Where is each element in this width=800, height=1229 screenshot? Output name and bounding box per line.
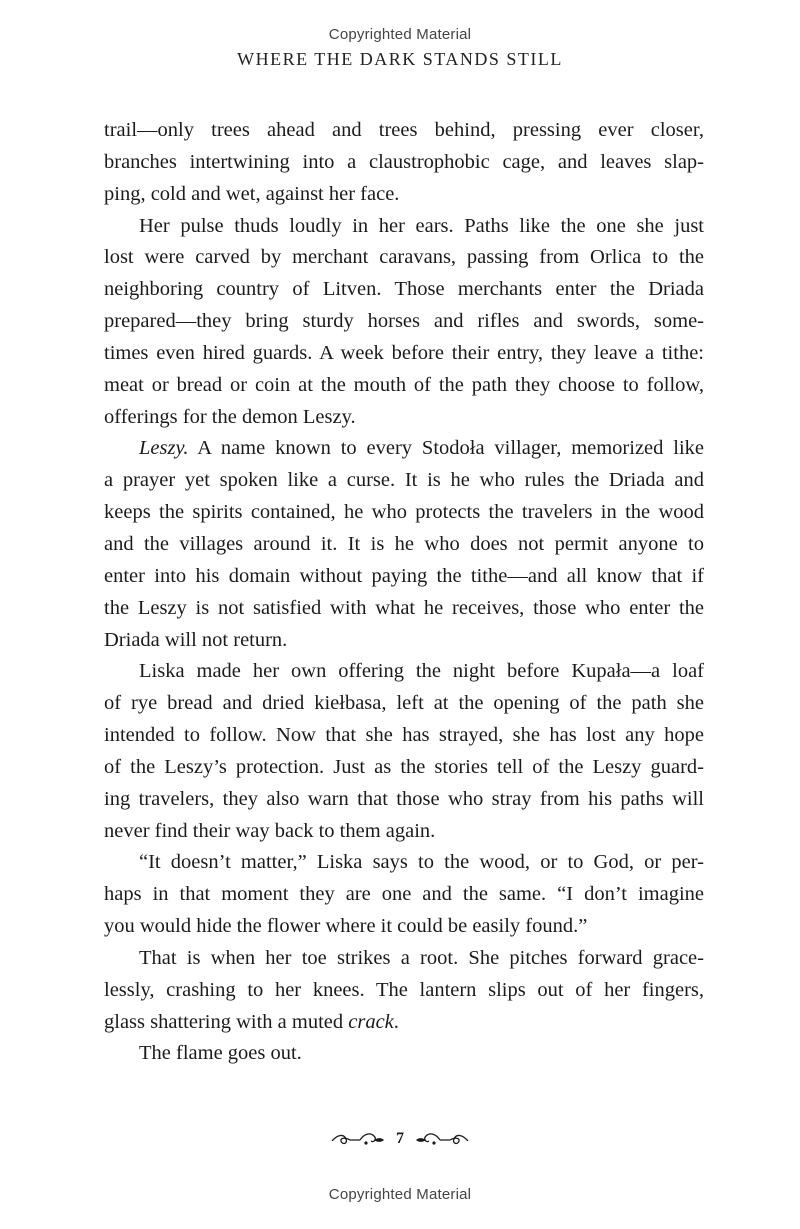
text-line: Liska made her own offering the night before Kupała—a loaf (139, 660, 704, 683)
body-text (104, 115, 704, 1070)
italic-word: Leszy. (139, 437, 189, 460)
text-line: offerings for the demon Leszy. (104, 405, 356, 428)
copyright-watermark-top: Copyrighted Material (328, 26, 472, 43)
page-number: 7 (396, 1130, 404, 1147)
text-line: The flame goes out. (139, 1042, 302, 1065)
running-head: WHERE THE DARK STANDS STILL (237, 49, 563, 69)
text-line: neighboring country of Litven. Those merchants enter the Driada (104, 278, 704, 301)
text-line: “It doesn’t matter,” Liska says to the wood, or to God, or per- (139, 851, 704, 874)
text-line: of rye bread and dried kiełbasa, left at the opening of the path she (104, 692, 704, 715)
page-folio (0, 1128, 800, 1150)
text-line: That is when her toe strikes a root. She pitches forward grace- (139, 946, 704, 969)
text-line: ing travelers, they also warn that those who stray from his paths will (104, 787, 704, 810)
text-line: lost were carved by merchant caravans, passing from Orlica to the (104, 246, 704, 269)
flourish-left-icon (330, 1128, 386, 1150)
flourish-right-icon (414, 1128, 470, 1150)
text-line: a prayer yet spoken like a curse. It is he who rules the Driada and (104, 469, 704, 492)
text-line: you would hide the flower where it could be easily found.” (104, 915, 588, 938)
italic-word: crack (348, 1010, 394, 1033)
text-line: of the Leszy’s protection. Just as the stories tell of the Leszy guard- (104, 755, 704, 778)
text-run: . (393, 1010, 399, 1033)
text-line: lessly, crashing to her knees. The lantern slips out of her fingers, (104, 978, 704, 1001)
text-line: meat or bread or coin at the mouth of the path they choose to follow, (104, 373, 704, 396)
text-line: the Leszy is not satisfied with what he receives, those who enter the (104, 596, 704, 619)
text-run: glass shattering with a muted (104, 1010, 349, 1033)
text-line (104, 1007, 704, 1039)
text-line: Her pulse thuds loudly in her ears. Paths like the one she just (139, 214, 704, 237)
text-line: haps in that moment they are one and the same. “I don’t imagine (104, 883, 704, 906)
text-line: ping, cold and wet, against her face. (104, 182, 400, 205)
text-line: trail—only trees ahead and trees behind, pressing ever closer, (104, 119, 704, 141)
text-line: enter into his domain without paying the tithe—and all know that if (104, 564, 704, 587)
text-line (104, 433, 704, 465)
text-line: keeps the spirits contained, he who protects the travelers in the wood (104, 501, 704, 524)
copyright-watermark-bottom: Copyrighted Material (328, 1186, 472, 1203)
text-line: Driada will not return. (104, 628, 288, 651)
text-line: never find their way back to them again. (104, 819, 436, 842)
text-line: and the villages around it. It is he who does not permit anyone to (104, 532, 704, 555)
text-run: A name known to every Stodoła villager, memorized like (188, 437, 704, 460)
text-line: branches intertwining into a claustrophobic cage, and leaves slap- (104, 150, 704, 173)
text-line: times even hired guards. A week before their entry, they leave a tithe: (104, 341, 704, 364)
text-line: prepared—they bring sturdy horses and rifles and swords, some- (104, 310, 704, 333)
text-line: intended to follow. Now that she has strayed, she has lost any hope (104, 724, 704, 747)
